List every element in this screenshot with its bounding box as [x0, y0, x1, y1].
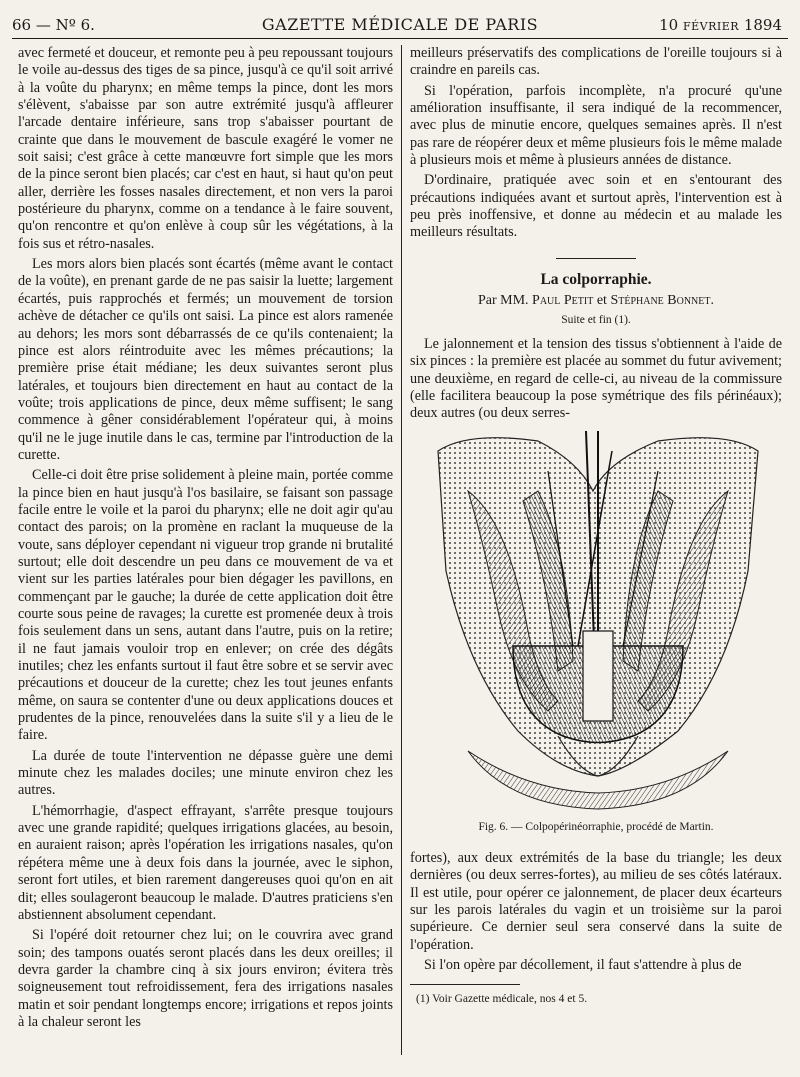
- authors-joiner: et: [596, 293, 607, 309]
- issue-year: 1894: [743, 16, 782, 34]
- footnote: (1) Voir Gazette médicale, nos 4 et 5.: [416, 993, 588, 1006]
- page-header: [12, 12, 788, 39]
- page-number: 66 — Nº 6.: [12, 16, 95, 34]
- issue-month: FÉVRIER: [682, 20, 740, 33]
- footnote-rule: [410, 984, 520, 985]
- paragraph: meilleurs préservatifs des complications de l'oreille toujours si à craindre en pareils cas.: [410, 45, 782, 79]
- issue-day: 10: [659, 16, 679, 34]
- paragraph: Les mors alors bien placés sont écartés (même avant le contact de la voûte), en prenant garde de ne pas saisir la luette; largement écartés, puis rapprochés et fermés; un mouvement de torsion achève de détacher ce qu'ils ont saisi. La pince est alors ramenée au dehors; les mors sont débarrassés de ce qu'ils contenaient; la pince est alors réintroduite avec les mêmes précautions; la première prise était médiane; les deux suivantes seront plus latérales, et toujours bien directement en haut au contact de la voûte; trois applications de pince, deux même suffisent; le sang commence à gêner considérablement l'opérateur qui, à moins qu'il ne le juge inutile dans le cas, termine par l'introduction de la curette.: [18, 256, 393, 463]
- paragraph: Celle-ci doit être prise solidement à pleine main, portée comme la pince bien en haut jusqu'à l'os basilaire, se faisant son passage facile entre le voile et la paroi du pharynx; elle ne doit agir qu'au contact des parois; on la promène en raclant la muqueuse de la voute, sans déployer cependant ni vigueur trop grande ni brutalité surtout; elle doit descendre un peu dans ce mouvement de va et vient sur les parties latérales pour bien dégager les pavillons, en commençant par le gauche; la durée de cette application doit être courte sous peine de ravages; la curette est promenée deux à trois fois seulement dans un sens, autant dans l'autre, puis on la retire; il ne faut jamais vouloir trop en enlever; on crée des dégâts inutiles; chez les enfants surtout il faut être sobre et se servir avec précautions et douceur de la curette; chez les tout jeunes enfants même, on saura se contenter d'une ou deux applications douces et prudentes de la pince, renouvelées dans la suite s'il y a lieu de le faire.: [18, 467, 393, 744]
- issue-date: [659, 16, 782, 34]
- paragraph: La durée de toute l'intervention ne dépasse guère une demi minute chez les malades dociles; une minute environ chez les autres.: [18, 747, 393, 799]
- journal-title: GAZETTE MÉDICALE DE PARIS: [261, 15, 539, 34]
- paragraph: L'hémorrhagie, d'aspect effrayant, s'arrête presque toujours avec une grande rapidité; quelques irrigations glacées, au besoin, en auraient raison; après l'opération les irrigations nasales, qu'on répétera même une à deux fois dans la journée, avec le siphon, seront fort utiles, et bien rarement dangereuses quoi qu'on en ait dit; elles soulageront beaucoup le malade. D'autres praticiens s'en abstiennent absolument cependant.: [18, 802, 393, 923]
- paragraph: fortes), aux deux extrémités de la base du triangle; les deux dernières (ou deux serres-fortes), au milieu de ses côtés latéraux. Il est utile, pour opérer ce jalonnement, de placer deux écarteurs sur les parois latérales du vagin et un troisième sur la paroi supérieure. Ce dernier seul sera conservé dans la suite de l'opération.: [410, 849, 782, 953]
- article-title: La colporraphie.: [540, 270, 652, 288]
- section-separator: [556, 258, 636, 259]
- left-column: [18, 45, 393, 1031]
- authors-prefix: Par MM.: [477, 293, 529, 309]
- right-column: [410, 45, 782, 1009]
- article-authors: [410, 292, 782, 309]
- paragraph: avec fermeté et douceur, et remonte peu à peu repoussant toujours le voile au-dessus des tiges de sa pince, jusqu'à ce qu'il soit arrivé à la voûte du pharynx; en même temps la pince, dont les mors s'élèvent, s'abaisse par son autre extrémité jusqu'à affleurer l'arcade dentaire inférieure, sans trop s'abaisser pourtant de crainte que dans le mouvement de bascule exagéré le vomer ne soit saisi; c'est grâce à cette manœuvre fort simple que les mors de la pince seront bien placés; car c'est en haut, si haut qu'on peut aller, derrière les fosses nasales directement, et non vers la paroi postérieure du pharynx, comme on a tendance à le faire souvent, qu'on rencontre et qu'on enlève à coup sûr les végétations, à la fois sus et rétro-nasales.: [18, 45, 393, 252]
- figure-caption: Fig. 6. — Colpopérinéorraphie, procédé de Martin.: [478, 820, 714, 833]
- engraving-illustration: [428, 431, 766, 811]
- paragraph: Si l'opéré doit retourner chez lui; on le couvrira avec grand soin; des tampons ouatés seront placés dans les deux oreilles; il devra garder la chambre cinq à six jours environ; évitera très soigneusement tout refroidissement, fera des irrigations nasales matin et soir pendant longtemps encore; irrigations et repos joints à la chaleur seront les: [18, 927, 393, 1030]
- figure-illustration: [410, 431, 782, 811]
- paragraph: D'ordinaire, pratiquée avec soin et en s'entourant des précautions indiquées avant et surtout après, l'intervention est à peu près inoffensive, et donne au médecin et au malade les meilleurs résultats.: [410, 172, 782, 241]
- paragraph: Le jalonnement et la tension des tissus s'obtiennent à l'aide de six pinces : la première est placée au sommet du futur avivement; une deuxième, en regard de celle-ci, au niveau de la commissure (elle facilitera beaucoup la pose symétrique des fils périnéaux); deux autres (ou deux serres-: [410, 335, 782, 422]
- column-divider: [401, 45, 402, 1055]
- author-name: Paul Petit: [532, 293, 594, 309]
- article-subtitle: Suite et fin (1).: [561, 314, 631, 327]
- author-name: Stéphane Bonnet.: [610, 293, 714, 309]
- paragraph: Si l'opération, parfois incomplète, n'a procuré qu'une amélioration insuffisante, il sera indiqué de la recommencer, avec plus de minutie encore, quelques semaines après. Il n'est pas rare de réopérer deux et même plusieurs fois le même malade à plusieurs mois et même à plusieurs années de distance.: [410, 82, 782, 169]
- paragraph: Si l'on opère par décollement, il faut s'attendre à plus de: [424, 956, 742, 973]
